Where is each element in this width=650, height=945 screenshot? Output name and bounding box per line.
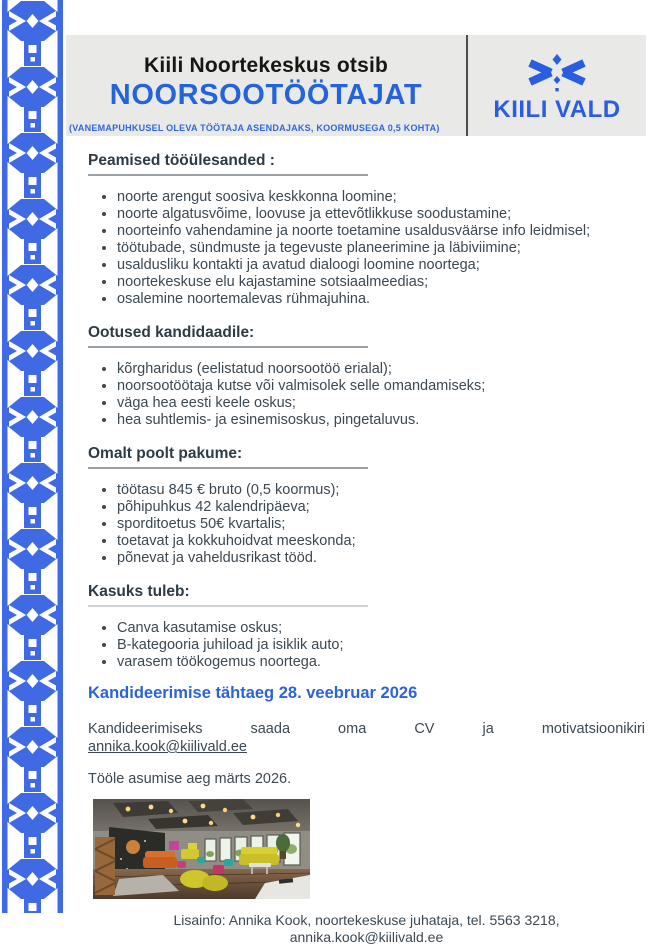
list-item: • hea suhtlemis- ja esinemisoskus, pingetaluvus. [117,412,645,429]
section-we-offer [88,445,645,567]
list-item: • noorteinfo vahendamine ja noorte toetamine usaldusväärse info leidmisel; [117,223,645,240]
list-item: • põhipuhkus 42 kalendripäeva; [117,499,645,516]
bullet-list [88,361,645,429]
bullet-list [88,620,645,671]
application-deadline: Kandideerimise tähtaeg 28. veebruar 2026 [88,684,645,703]
list-item: • noorsootöötaja kutse või valmisolek selle omandamiseks; [117,378,645,395]
bullet-list [88,482,645,567]
header-subtitle: (VANEMAPUHKUSEL OLEVA TÖÖTAJA ASENDAJAKS, KOORMUSEGA 0,5 KOHTA) [69,123,440,133]
list-item: • noorte algatusvõime, loovuse ja ettevõtlikkuse soodustamine; [117,206,645,223]
list-item: • kõrgharidus (eelistatud noorsootöö erialal); [117,361,645,378]
list-item: • töötubade, sündmuste ja tegevuste planeerimine ja läbiviimine; [117,240,645,257]
section-expectations [88,324,645,429]
decorative-border-pattern [2,0,63,913]
dragonfly-icon [525,54,589,94]
footer-email: annika.kook@kiilivald.ee [88,929,645,945]
logo-text: KIILI VALD [493,96,620,124]
youth-center-photo [93,799,310,899]
list-item: • töötasu 845 € bruto (0,5 koormus); [117,482,645,499]
section-nice-to-have [88,583,645,671]
footer-contact [88,912,645,945]
header-title-block [66,35,468,136]
apply-text: Kandideerimiseks saada oma CV ja motivatsioonikiri [88,721,645,737]
list-item: • usaldusliku kontakti ja avatud dialoogi loomine noortega; [117,257,645,274]
section-heading: Kasuks tuleb: [88,583,368,607]
list-item: • sporditoetus 50€ kvartalis; [117,516,645,533]
list-item: • väga hea eesti keele oskus; [117,395,645,412]
list-item: • B-kategooria juhiload ja isiklik auto; [117,637,645,654]
list-item: • varasem töökogemus noortega. [117,654,645,671]
logo-block [468,35,646,136]
section-heading: Peamised tööülesanded : [88,152,368,176]
header [66,35,646,136]
list-item: • noorte arengut soosiva keskkonna loomine; [117,189,645,206]
start-date: Tööle asumise aeg märts 2026. [88,771,645,787]
section-heading: Omalt poolt pakume: [88,445,368,469]
list-item: • osalemine noortemalevas rühmajuhina. [117,291,645,308]
apply-email-link[interactable]: annika.kook@kiilivald.ee [88,739,247,755]
list-item: • põnevat ja vaheldusrikast tööd. [117,550,645,567]
list-item: • Canva kasutamise oskus; [117,620,645,637]
section-heading: Ootused kandidaadile: [88,324,368,348]
apply-instructions [88,720,645,756]
section-main-duties [88,152,645,308]
list-item: • toetavat ja kokkuhoidvat meeskonda; [117,533,645,550]
bullet-list [88,189,645,308]
footer-line1: Lisainfo: Annika Kook, noortekeskuse juhataja, tel. 5563 3218, [88,912,645,929]
header-line1: Kiili Noortekeskus otsib [144,54,388,78]
list-item: • noortekeskuse elu kajastamine sotsiaalmeedias; [117,274,645,291]
content-column [66,0,646,945]
job-title: NOORSOOTÖÖTAJAT [110,79,422,112]
